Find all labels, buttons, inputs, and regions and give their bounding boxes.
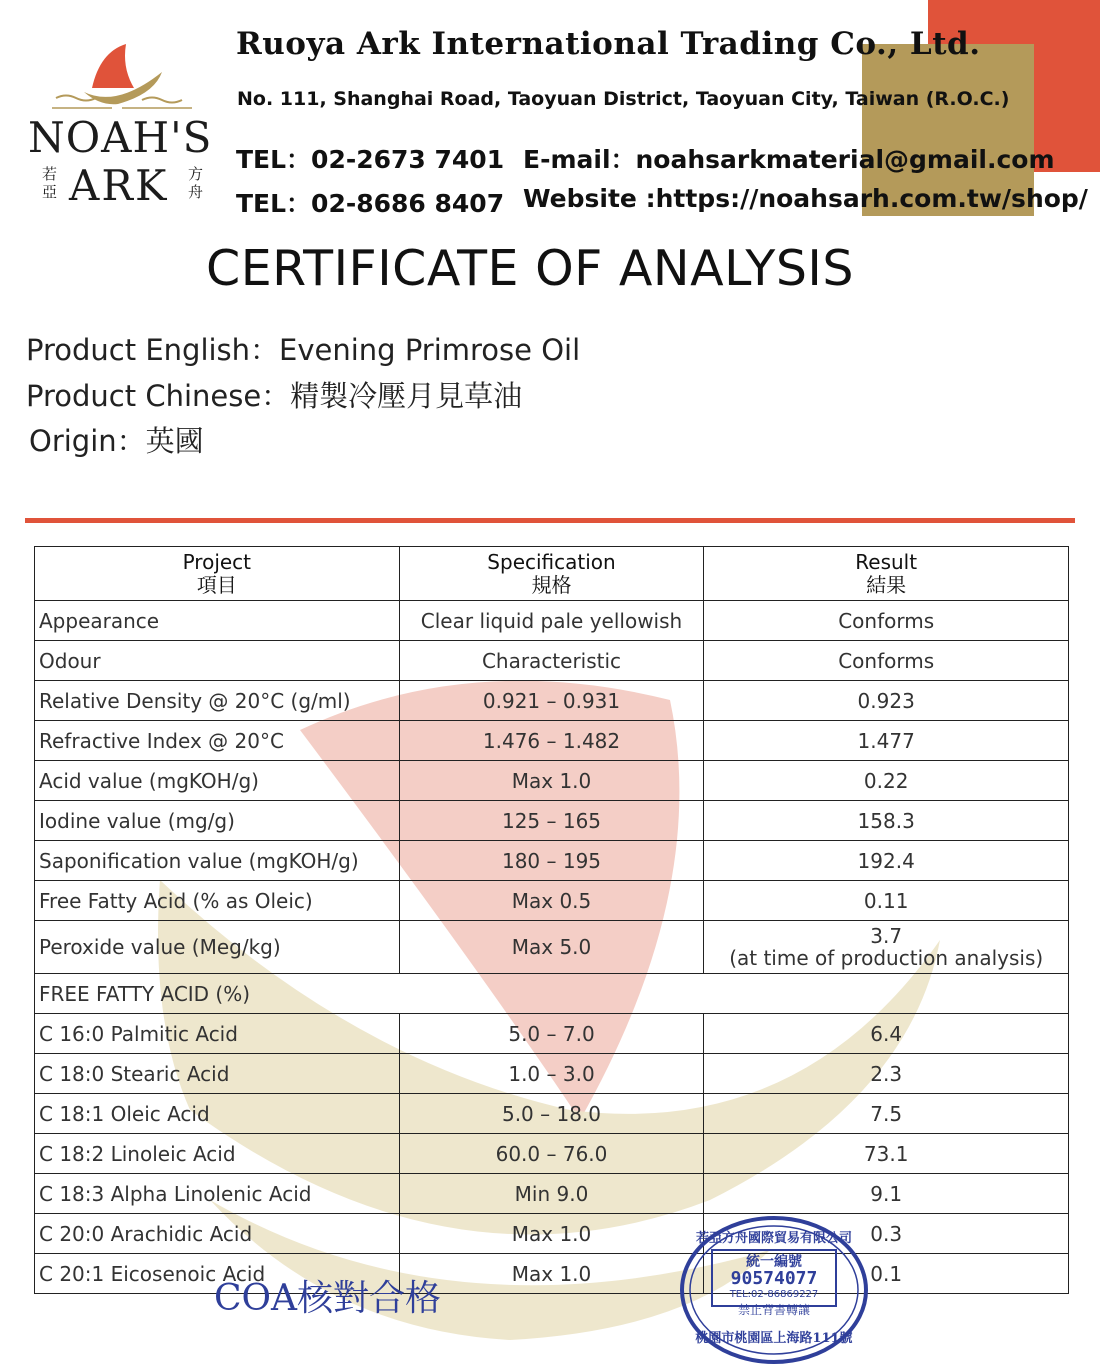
item-cell: Odour [35, 641, 400, 681]
table-row [35, 1014, 1069, 1054]
result-cell: 158.3 [704, 801, 1069, 841]
spec-cell: Characteristic [399, 641, 704, 681]
phone-1: TEL：02-2673 7401 [236, 145, 505, 174]
spec-cell: Min 9.0 [399, 1174, 704, 1214]
website-url[interactable]: Website :https://noahsarh.com.tw/shop/ [523, 184, 1088, 213]
table-row-peroxide [35, 921, 1069, 974]
result-cell: 9.1 [704, 1174, 1069, 1214]
spec-cell: 5.0 – 7.0 [399, 1014, 704, 1054]
result-cell: Conforms [704, 641, 1069, 681]
table-row [35, 1174, 1069, 1214]
company-name: Ruoya Ark International Trading Co., Ltd. [236, 26, 981, 62]
spec-cell: Max 0.5 [399, 881, 704, 921]
spec-cell: 60.0 – 76.0 [399, 1134, 704, 1174]
item-cell: C 20:1 Eicosenoic Acid [35, 1254, 400, 1294]
item-cell: C 16:0 Palmitic Acid [35, 1014, 400, 1054]
table-row [35, 801, 1069, 841]
result-cell: 6.4 [704, 1014, 1069, 1054]
spec-cell: 5.0 – 18.0 [399, 1094, 704, 1134]
result-cell: 0.923 [704, 681, 1069, 721]
logo-chinese-right: 方舟 [188, 165, 204, 201]
email-address: E-mail：noahsarkmaterial@gmail.com [523, 145, 1055, 174]
table-row [35, 601, 1069, 641]
logo-chinese-left: 若亞 [42, 165, 58, 201]
item-cell: C 18:1 Oleic Acid [35, 1094, 400, 1134]
header-result: Result 結果 [704, 547, 1069, 601]
svg-text:統一編號: 統一編號 [746, 1254, 802, 1270]
item-cell: C 18:0 Stearic Acid [35, 1054, 400, 1094]
coa-verified-stamp: COA核對合格 [214, 1278, 442, 1319]
svg-text:桃園市桃園區上海路111號: 桃園市桃園區上海路111號 [695, 1331, 853, 1346]
item-cell: Appearance [35, 601, 400, 641]
item-cell: Refractive Index @ 20°C [35, 721, 400, 761]
header-project: Project 項目 [35, 547, 400, 601]
spec-cell: 125 – 165 [399, 801, 704, 841]
logo-sail-icon [92, 44, 134, 88]
result-cell: 73.1 [704, 1134, 1069, 1174]
spec-cell: 180 – 195 [399, 841, 704, 881]
company-address: No. 111, Shanghai Road, Taoyuan District, Taoyuan City, Taiwan (R.O.C.) [237, 88, 1010, 110]
result-cell: 0.22 [704, 761, 1069, 801]
result-cell: Conforms [704, 601, 1069, 641]
product-chinese: Product Chinese：精製冷壓月見草油 [26, 379, 523, 413]
logo-name: NOAH'S [28, 113, 213, 162]
table-row [35, 1134, 1069, 1174]
logo-ark: ARK [69, 161, 169, 210]
spec-cell: Clear liquid pale yellowish [399, 601, 704, 641]
spec-cell: 1.0 – 3.0 [399, 1054, 704, 1094]
spec-cell: Max 1.0 [399, 1254, 704, 1294]
svg-text:90574077: 90574077 [730, 1268, 818, 1289]
table-row [35, 641, 1069, 681]
spec-cell: 0.921 – 0.931 [399, 681, 704, 721]
section-row [35, 974, 1069, 1014]
result-note: (at time of production analysis) [729, 946, 1044, 970]
table-row [35, 721, 1069, 761]
spec-cell: Max 1.0 [399, 761, 704, 801]
result-cell: 0.11 [704, 881, 1069, 921]
result-cell: 2.3 [704, 1054, 1069, 1094]
item-cell: C 20:0 Arachidic Acid [35, 1214, 400, 1254]
table-header-row [35, 547, 1069, 601]
phone-2: TEL：02-8686 8407 [236, 189, 505, 218]
section-heading: FREE FATTY ACID (%) [35, 974, 1069, 1014]
svg-text:TEL:02-86869227: TEL:02-86869227 [729, 1289, 819, 1300]
table-row [35, 841, 1069, 881]
item-cell: C 18:3 Alpha Linolenic Acid [35, 1174, 400, 1214]
table-row [35, 1214, 1069, 1254]
header-specification: Specification 規格 [399, 547, 704, 601]
table-row [35, 761, 1069, 801]
product-origin: Origin：英國 [29, 424, 204, 458]
table-row [35, 881, 1069, 921]
result-cell: 0.1 [704, 1254, 1069, 1294]
company-seal-icon [676, 1210, 872, 1365]
product-english: Product English：Evening Primrose Oil [26, 333, 581, 367]
item-cell: Saponification value (mgKOH/g) [35, 841, 400, 881]
spec-cell: 1.476 – 1.482 [399, 721, 704, 761]
item-cell: Peroxide value (Meg/kg) [35, 921, 400, 974]
table-row [35, 1254, 1069, 1294]
table-row [35, 1054, 1069, 1094]
result-cell: 7.5 [704, 1094, 1069, 1134]
coa-table [34, 546, 1069, 1294]
result-cell: 0.3 [704, 1214, 1069, 1254]
section-divider [25, 518, 1075, 523]
document-title: CERTIFICATE OF ANALYSIS [206, 240, 854, 297]
spec-cell: Max 1.0 [399, 1214, 704, 1254]
result-cell: 192.4 [704, 841, 1069, 881]
result-cell [704, 921, 1069, 974]
item-cell: Acid value (mgKOH/g) [35, 761, 400, 801]
item-cell: Free Fatty Acid (% as Oleic) [35, 881, 400, 921]
table-row [35, 681, 1069, 721]
item-cell: C 18:2 Linoleic Acid [35, 1134, 400, 1174]
table-row [35, 1094, 1069, 1134]
result-cell: 1.477 [704, 721, 1069, 761]
spec-cell: Max 5.0 [399, 921, 704, 974]
svg-text:若亞方舟國際貿易有限公司: 若亞方舟國際貿易有限公司 [695, 1231, 853, 1246]
svg-text:禁止背書轉讓: 禁止背書轉讓 [737, 1303, 811, 1317]
item-cell: Relative Density @ 20°C (g/ml) [35, 681, 400, 721]
item-cell: Iodine value (mg/g) [35, 801, 400, 841]
result-value: 3.7 [870, 924, 903, 948]
